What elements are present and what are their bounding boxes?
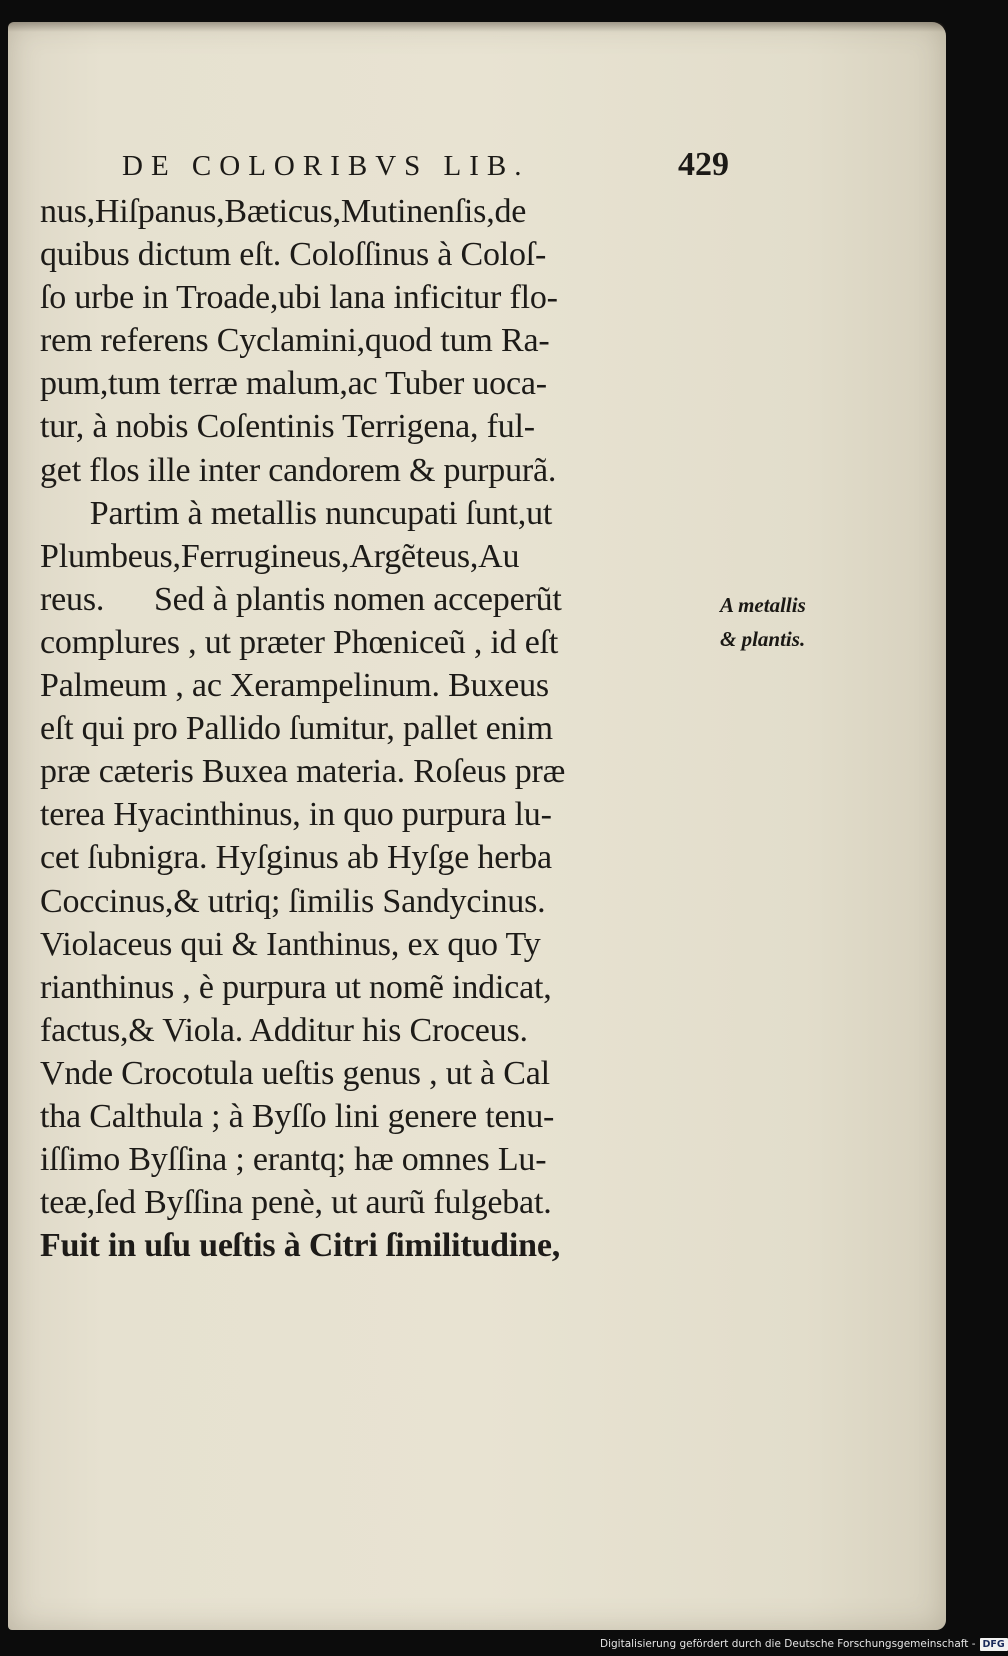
body-text (40, 190, 700, 1267)
text-line: præ cæteris Buxea materia. Roſeus præ (40, 753, 566, 791)
text-line: pum,tum terræ malum,ac Tuber uoca- (40, 365, 547, 403)
text-line: teæ,ſed Byſſina penè, ut aurũ fulgebat. (40, 1184, 552, 1222)
text-line: Violaceus qui & Ianthinus, ex quo Ty (40, 925, 541, 963)
text-line: Partim à metallis nuncupati ſunt,ut (40, 494, 553, 532)
text-line: factus,& Viola. Additur his Croceus. (40, 1011, 528, 1049)
text-line: quibus dictum eſt. Coloſſinus à Coloſ- (40, 236, 547, 274)
text-line: tur, à nobis Coſentinis Terrigena, ful- (40, 408, 535, 446)
book-page (8, 22, 946, 1630)
text-line: nus,Hiſpanus,Bæticus,Mutinenſis,de (40, 193, 527, 230)
running-title: DE COLORIBVS LIB. (122, 150, 530, 182)
text-line: eſt qui pro Pallido ſumitur, pallet enim (40, 710, 553, 748)
text-line: terea Hyacinthinus, in quo purpura lu- (40, 796, 552, 834)
text-line: ſo urbe in Troade,ubi lana inficitur flo- (40, 279, 558, 317)
text-line: complures , ut præter Phœniceũ , id eſt (40, 623, 559, 661)
digitization-credit (600, 1638, 1005, 1654)
text-line: tha Calthula ; à Byſſo lini genere tenu- (40, 1097, 555, 1135)
text-line: iſſimo Byſſina ; erantq; hæ omnes Lu- (40, 1141, 547, 1179)
credit-text: Digitalisierung gefördert durch die Deutsche Forschungsgemeinschaft - (600, 1638, 976, 1650)
text-line: Fuit in uſu ueſtis à Citri ſimilitudine, (40, 1227, 561, 1265)
text-line: reus. Sed à plantis nomen acceperũt (40, 580, 562, 618)
text-line: get flos ille inter candorem & purpurã. (40, 451, 557, 489)
text-line: Coccinus,& utriq; ſimilis Sandycinus. (40, 882, 546, 920)
text-line: cet ſubnigra. Hyſginus ab Hyſge herba (40, 839, 552, 877)
text-line: Vnde Crocotula ueſtis genus , ut à Cal (40, 1054, 550, 1092)
page-number: 429 (678, 146, 729, 183)
text-line: rianthinus , è purpura ut nomẽ indicat, (40, 968, 552, 1006)
text-line: Plumbeus,Ferrugineus,Argẽteus,Au (40, 537, 520, 575)
text-line: rem referens Cyclamini,quod tum Ra- (40, 322, 550, 360)
text-line: Palmeum , ac Xerampelinum. Buxeus (40, 667, 549, 705)
margin-note (720, 588, 870, 656)
margin-note-line: A metallis (720, 593, 806, 617)
page-header (122, 142, 782, 192)
margin-note-line: & plantis. (720, 627, 806, 651)
dfg-logo-badge: DFG (980, 1638, 1008, 1651)
